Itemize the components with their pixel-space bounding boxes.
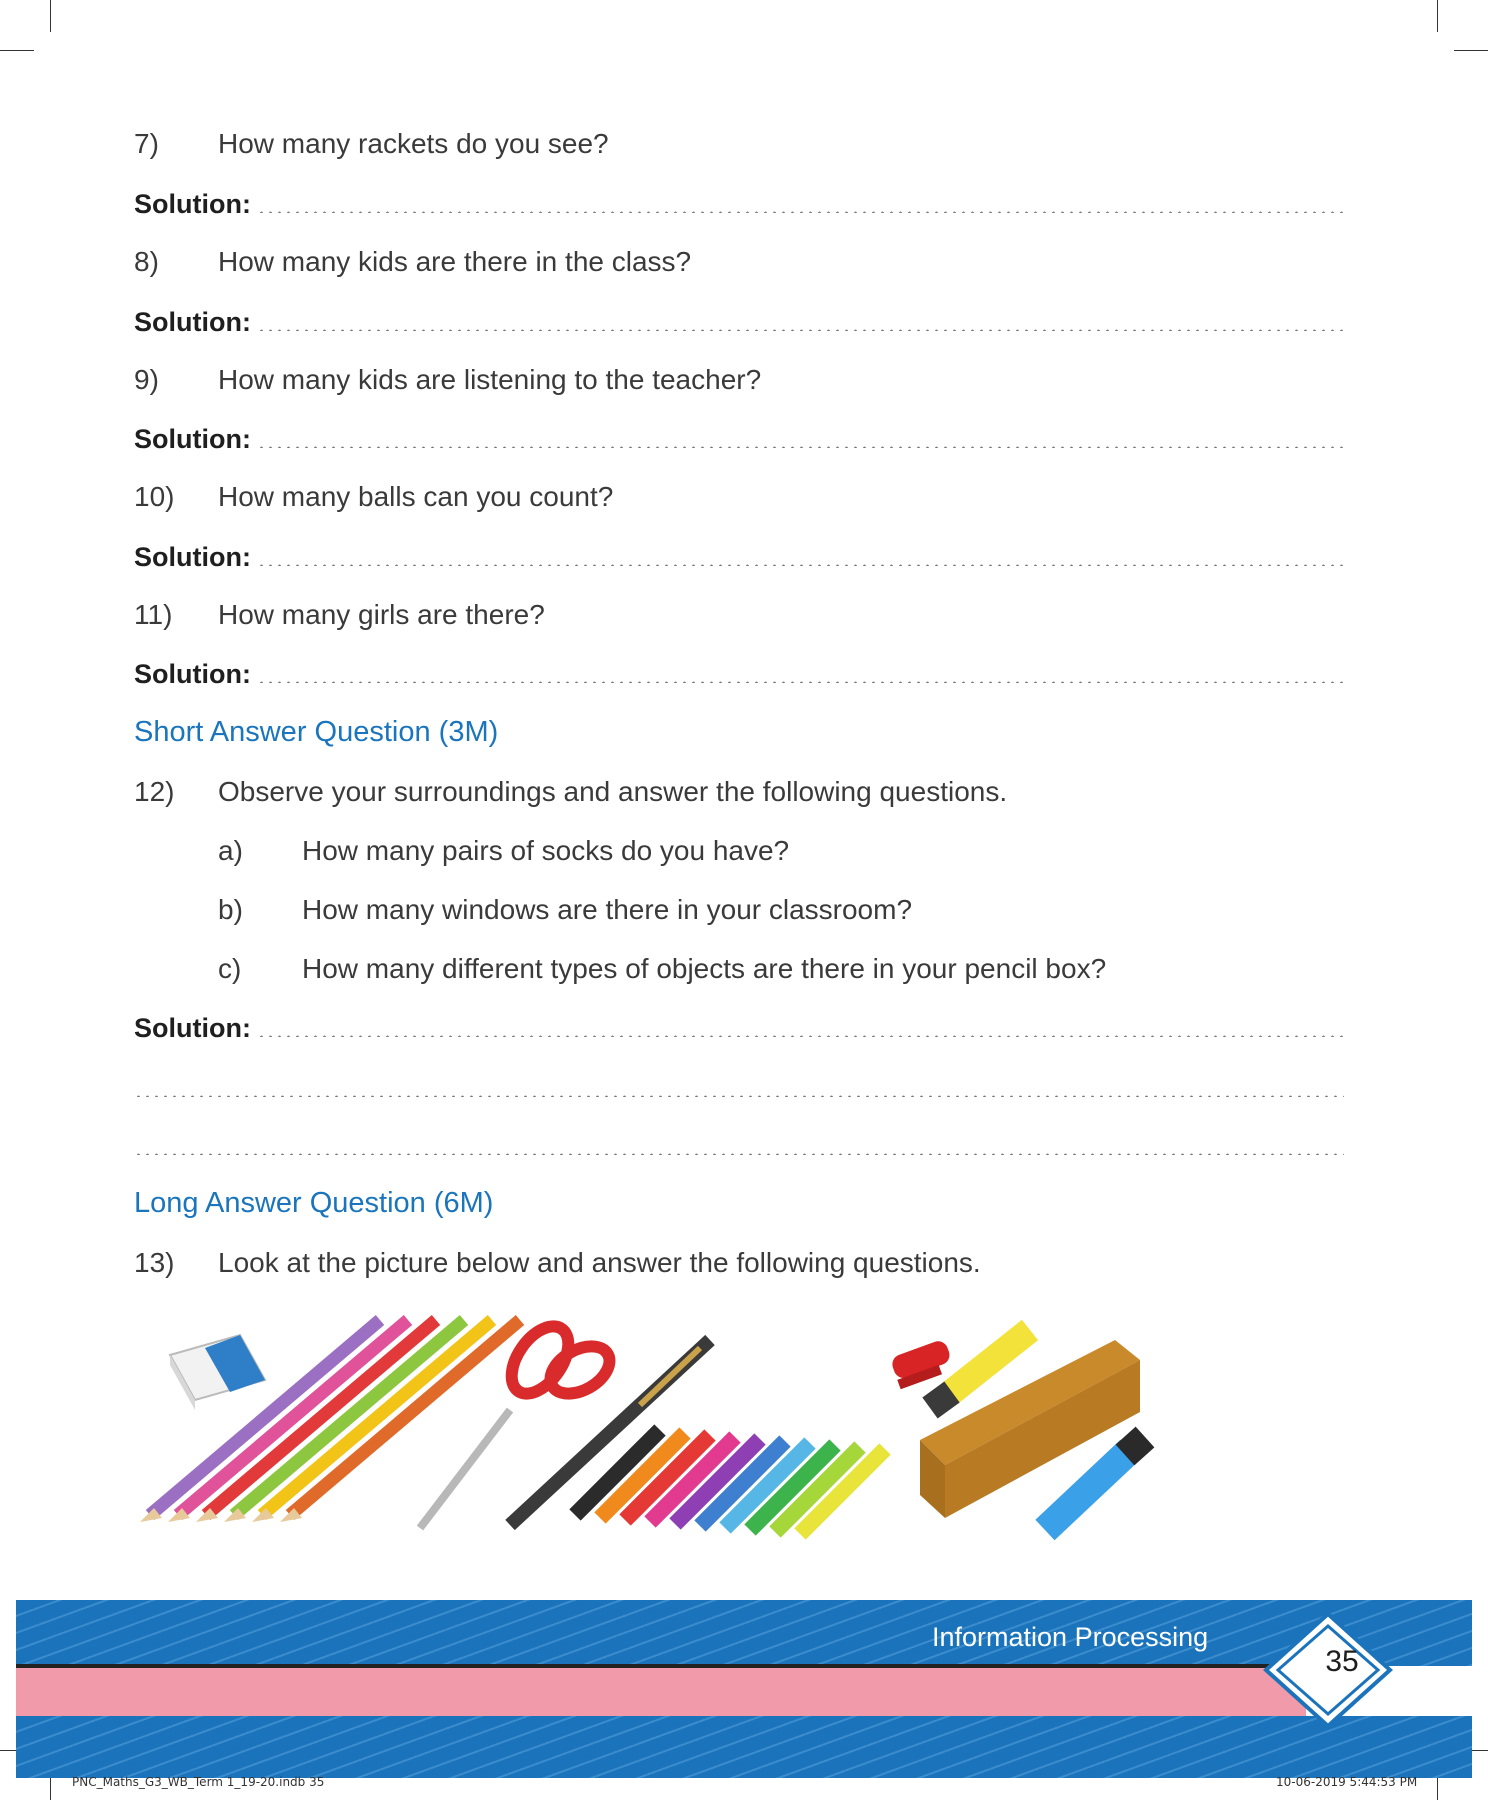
crop-mark [1454, 50, 1488, 51]
footer-chapter-title: Information Processing [932, 1622, 1209, 1652]
question-number: 11) [134, 599, 173, 630]
dotted-answer-line [257, 446, 1344, 448]
answer-line[interactable] [134, 1128, 1344, 1162]
solution-label: Solution: [134, 424, 251, 454]
sub-question-letter: c) [218, 953, 242, 984]
question-text: How many balls can you count? [218, 481, 614, 512]
question-11 [134, 599, 545, 631]
question-text: How many girls are there? [218, 599, 545, 630]
solution-label: Solution: [134, 659, 251, 689]
solution-label: Solution: [134, 189, 251, 219]
footer-band-top [16, 1600, 1472, 1666]
sub-question-text: How many different types of objects are there in your pencil box? [302, 953, 1107, 984]
crop-mark [0, 50, 34, 51]
question-number: 10) [134, 481, 175, 512]
question-text: How many kids are there in the class? [218, 246, 692, 277]
stapler-icon [890, 1338, 953, 1389]
question-number: 13) [134, 1247, 175, 1278]
dotted-answer-line [257, 211, 1344, 213]
solution-line[interactable] [134, 304, 1344, 338]
solution-line[interactable] [134, 1010, 1344, 1044]
sub-question-letter: b) [218, 894, 243, 925]
solution-label: Solution: [134, 542, 251, 572]
footer-pink-band [16, 1668, 1306, 1716]
eraser-icon [170, 1335, 265, 1410]
footer-band-bottom [16, 1716, 1472, 1778]
dotted-answer-line [134, 1095, 1344, 1097]
long-answer-heading: Long Answer Question (6M) [134, 1187, 494, 1219]
question-number: 8) [134, 246, 159, 277]
question-text: Look at the picture below and answer the following questions. [218, 1247, 981, 1278]
dotted-answer-line [134, 1153, 1344, 1155]
question-text: How many kids are listening to the teacher? [218, 364, 762, 395]
dotted-answer-line [257, 1035, 1344, 1037]
solution-line[interactable] [134, 539, 1344, 573]
answer-line[interactable] [134, 1070, 1344, 1104]
pencil-box-icon [920, 1340, 1140, 1518]
solution-label: Solution: [134, 1013, 251, 1043]
crayons-icon [575, 1430, 885, 1534]
sub-question-letter: a) [218, 835, 243, 866]
solution-label: Solution: [134, 307, 251, 337]
question-8 [134, 246, 691, 278]
question-13 [134, 1247, 981, 1279]
sub-question-c [218, 953, 1106, 985]
crop-mark [1437, 0, 1438, 32]
solution-line[interactable] [134, 421, 1344, 455]
solution-line[interactable] [134, 186, 1344, 220]
solution-line[interactable] [134, 656, 1344, 690]
question-9 [134, 364, 761, 396]
crop-mark [50, 0, 51, 32]
question-number: 12) [134, 776, 175, 807]
dotted-answer-line [257, 329, 1344, 331]
sub-question-text: How many pairs of socks do you have? [302, 835, 790, 866]
sub-question-a [218, 835, 789, 867]
print-slug-right: 10-06-2019 5:44:53 PM [1276, 1775, 1418, 1789]
print-slug-left: PNC_Maths_G3_WB_Term 1_19-20.indb 35 [72, 1775, 325, 1789]
question-number: 9) [134, 364, 159, 395]
sub-question-b [218, 894, 912, 926]
sub-question-text: How many windows are there in your classroom? [302, 894, 913, 925]
short-answer-heading: Short Answer Question (3M) [134, 716, 499, 748]
page-number: 35 [1325, 1645, 1359, 1678]
question-10 [134, 481, 613, 513]
dotted-answer-line [257, 681, 1344, 683]
stationery-illustration [140, 1300, 1350, 1550]
question-number: 7) [134, 128, 159, 159]
question-7 [134, 128, 609, 160]
question-text: How many rackets do you see? [218, 128, 609, 159]
question-12 [134, 776, 1007, 808]
question-text: Observe your surroundings and answer the following questions. [218, 776, 1008, 807]
dotted-answer-line [257, 564, 1344, 566]
